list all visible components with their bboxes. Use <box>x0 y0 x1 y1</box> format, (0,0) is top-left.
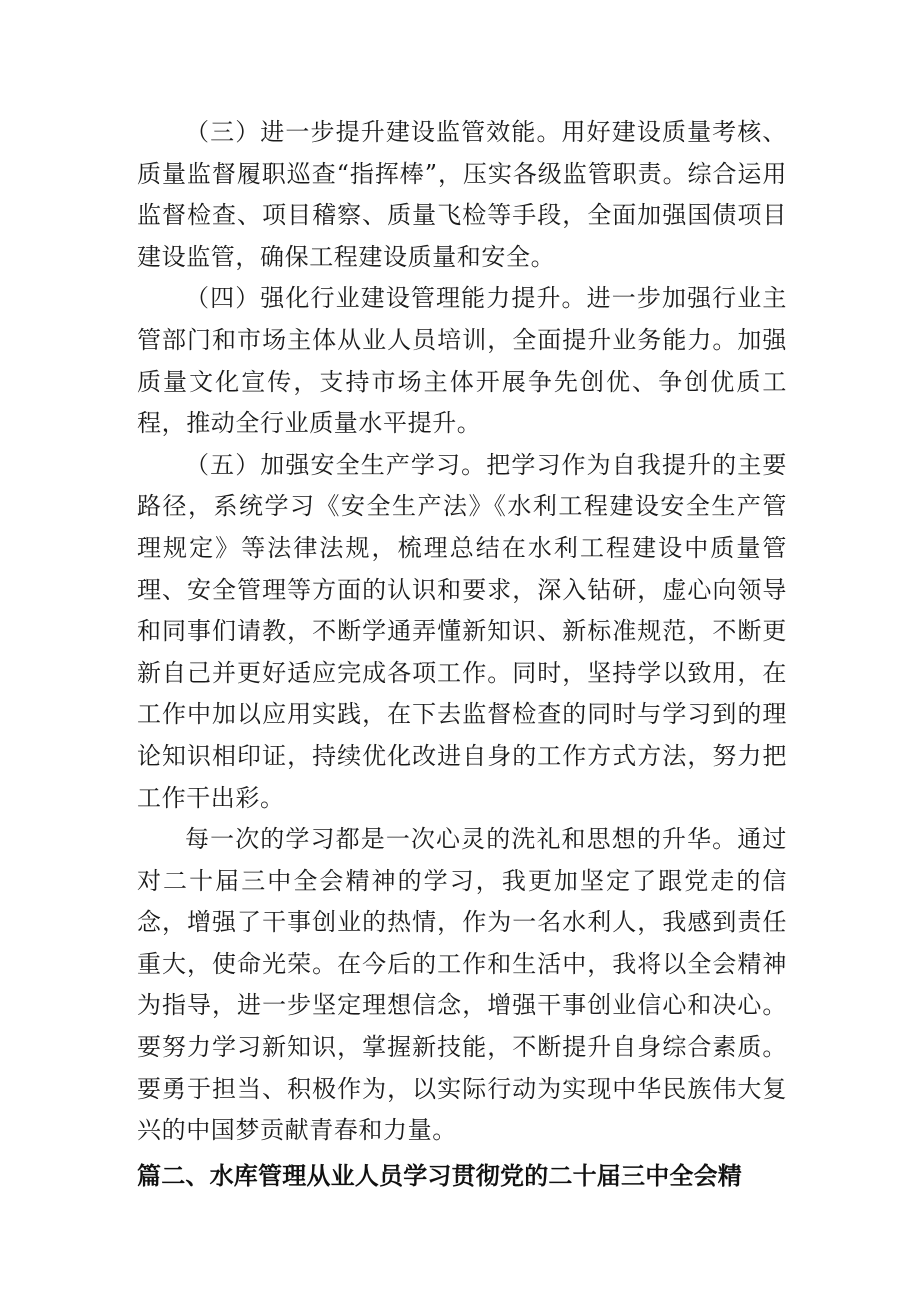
paragraph-safety-study: （五）加强安全生产学习。把学习作为自我提升的主要路径，系统学习《安全生产法》《水利工程建设安全生产管理规定》等法律法规，梳理总结在水利工程建设中质量管理、安全管理等方面的认识和要求，深入钻研，虚心向领导和同事们请教，不断学通弄懂新知识、新标准规范，不断更新自己并更好适应完成各项工作。同时，坚持学以致用，在工作中加以应用实践，在下去监督检查的同时与学习到的理论知识相印证，持续优化改进自身的工作方式方法，努力把工作干出彩。 <box>137 450 787 812</box>
paragraph-oversight: （三）进一步提升建设监管效能。用好建设质量考核、质量监督履职巡查“指挥棒”，压实各级监管职责。综合运用监督检查、项目稽察、质量飞检等手段，全面加强国债项目建设监管，确保工程建设质量和安全。 <box>137 118 787 271</box>
body-text <box>137 112 787 1152</box>
paragraph-conclusion: 每一次的学习都是一次心灵的洗礼和思想的升华。通过对二十届三中全会精神的学习，我更加坚定了跟党走的信念，增强了干事创业的热情，作为一名水利人，我感到责任重大，使命光荣。在今后的工作和生活中，我将以全会精神为指导，进一步坚定理想信念，增强干事创业信心和决心。要努力学习新知识，掌握新技能，不断提升自身综合素质。要勇于担当、积极作为，以实际行动为实现中华民族伟大复兴的中国梦贡献青春和力量。 <box>137 825 787 1145</box>
paragraph-capacity: （四）强化行业建设管理能力提升。进一步加强行业主管部门和市场主体从业人员培训，全面提升业务能力。加强质量文化宣传，支持市场主体开展争先创优、争创优质工程，推动全行业质量水平提升。 <box>137 284 787 438</box>
section-title: 篇二、水库管理从业人员学习贯彻党的二十届三中全会精 <box>137 1162 742 1190</box>
